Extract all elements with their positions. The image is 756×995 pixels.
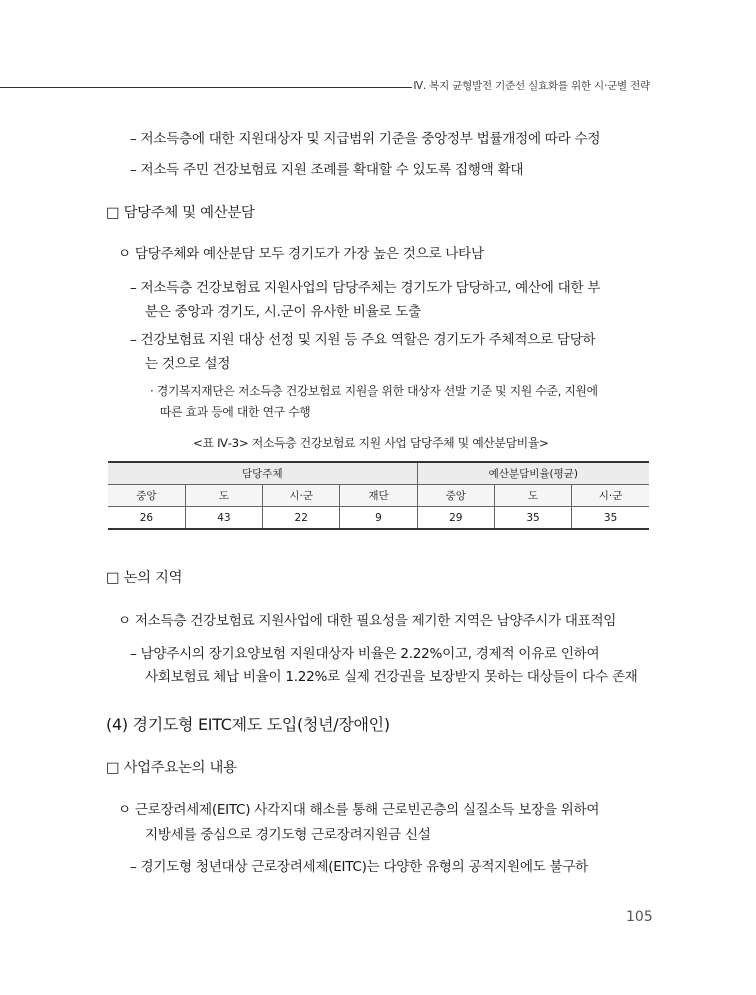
col-header: 시·군 (263, 485, 340, 507)
note-dot-1: · 경기복지재단은 저소득층 건강보험료 지원을 위한 대상자 선발 기준 및 지원 수준, 지원에 (150, 384, 598, 398)
header-rule (0, 87, 412, 88)
table-group-header-row (108, 462, 649, 485)
col-header: 도 (494, 485, 571, 507)
page-number: 105 (626, 909, 653, 925)
bullet-dash-4-cont: 는 것으로 설정 (145, 356, 231, 372)
bullet-dash-4: – 건강보험료 지원 대상 선정 및 지원 등 주요 역할은 경기도가 주체적으로 담당하 (130, 332, 596, 348)
bullet-dash-1: – 저소득층에 대한 지원대상자 및 지급범위 기준을 중앙정부 법률개정에 따라 수정 (130, 131, 601, 147)
table-caption: <표 Ⅳ-3> 저소득층 건강보험료 지원 사업 담당주체 및 예산분담비율> (193, 436, 549, 450)
bullet-dash-2: – 저소득 주민 건강보험료 지원 조례를 확대할 수 있도록 집행액 확대 (130, 162, 524, 178)
section-heading-region: □ 논의 지역 (106, 570, 183, 586)
section-heading-budget: □ 담당주체 및 예산분담 (106, 205, 255, 221)
budget-table (108, 461, 649, 530)
table-cell: 43 (185, 507, 262, 530)
col-header: 재단 (340, 485, 417, 507)
subsection-heading-eitc: (4) 경기도형 EITC제도 도입(청년/장애인) (106, 715, 390, 734)
group-header-budget-share: 예산분담비율(평균) (417, 462, 649, 485)
col-header: 도 (185, 485, 262, 507)
bullet-circle-2: ㅇ 저소득층 건강보험료 지원사업에 대한 필요성을 제기한 지역은 남양주시가 대표적임 (118, 613, 617, 629)
bullet-dash-3-cont: 분은 중앙과 경기도, 시.군이 유사한 비율로 도출 (145, 304, 421, 320)
bullet-dash-5: – 남양주시의 장기요양보험 지원대상자 비율은 2.22%이고, 경제적 이유로 인하여 (130, 646, 600, 662)
table-cell: 29 (417, 507, 494, 530)
note-dot-1-cont: 따른 효과 등에 대한 연구 수행 (160, 405, 311, 419)
running-title: Ⅳ. 복지 균형발전 기준선 실효화를 위한 시·군별 전략 (413, 80, 650, 92)
table-row (108, 507, 649, 530)
table-cell: 22 (263, 507, 340, 530)
bullet-circle-3-cont: 지방세를 중심으로 경기도형 근로장려지원금 신설 (145, 827, 431, 843)
section-heading-main-issues: □ 사업주요논의 내용 (106, 760, 237, 776)
bullet-dash-3: – 저소득층 건강보험료 지원사업의 담당주체는 경기도가 담당하고, 예산에 대한 부 (130, 280, 601, 296)
table-column-header-row (108, 485, 649, 507)
table-cell: 35 (494, 507, 571, 530)
bullet-dash-6: – 경기도형 청년대상 근로장려세제(EITC)는 다양한 유형의 공적지원에도 불구하 (130, 859, 588, 875)
group-header-responsible: 담당주체 (108, 462, 417, 485)
col-header: 시·군 (572, 485, 649, 507)
col-header: 중앙 (417, 485, 494, 507)
table-cell: 9 (340, 507, 417, 530)
running-header (0, 78, 650, 98)
table-cell: 26 (108, 507, 185, 530)
bullet-dash-5-cont: 사회보험료 체납 비율이 1.22%로 실제 건강권을 보장받지 못하는 대상들이 다수 존재 (145, 669, 638, 685)
col-header: 중앙 (108, 485, 185, 507)
bullet-circle-1: ㅇ 담당주체와 예산분담 모두 경기도가 가장 높은 것으로 나타남 (118, 246, 484, 262)
bullet-circle-3: ㅇ 근로장려세제(EITC) 사각지대 해소를 통해 근로빈곤층의 실질소득 보장을 위하여 (118, 802, 600, 818)
table-cell: 35 (572, 507, 649, 530)
